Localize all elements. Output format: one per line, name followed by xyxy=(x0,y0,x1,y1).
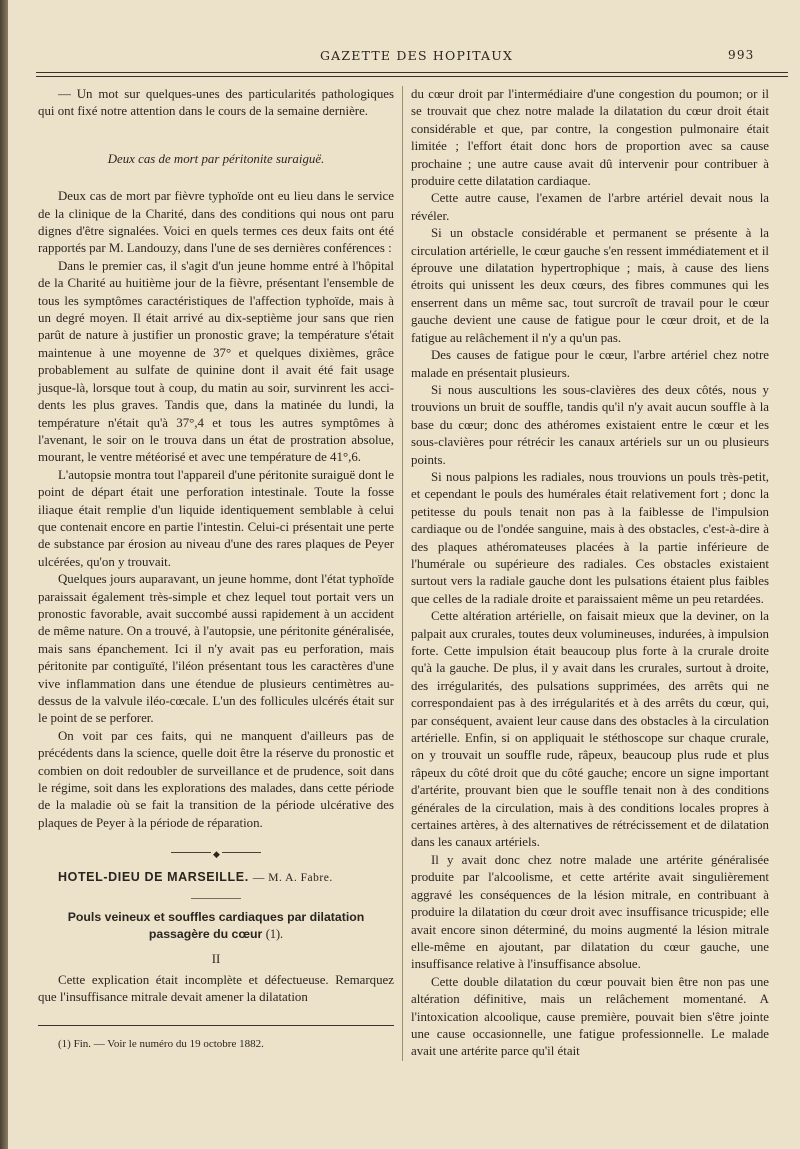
left-paragraph-1: Deux cas de mort par fièvre typhoïde ont eu lieu dans le service de la clinique de la Charité, dans des conditions qui nous ont paru dignes d'être signalées. Voici en quels termes ces deux faits ont été rapportés par M. Landouzy, dans l'une de ses dernières conférences : xyxy=(38,189,394,256)
right-paragraph-6: Si nous palpions les radiales, nous trouvions un pouls très-petit, et cependant le pouls des humérales était relativement fort ; donc la petitesse du pouls tenait non pas à la faiblesse de l'impulsion cardiaque ou de l'ondée sanguine, mais à des obstacles, c'est-à-dire à des plaques athéromateuses placées à la partie inférieure de l'humérale ou supérieure des radiales. Ces obstacles existaient surtout vers la radiale gauche dont les pulsations étaient plus faibles que celles de la radiale droite et paraissaient même un peu retardées. xyxy=(411,469,769,606)
left-column xyxy=(38,86,394,1053)
newspaper-page xyxy=(8,0,800,1149)
journal-title: GAZETTE DES HOPITAUX xyxy=(320,48,514,63)
hospital-heading xyxy=(38,869,394,887)
ornamental-divider xyxy=(171,849,261,860)
header-rule xyxy=(36,72,788,77)
right-paragraph-7: Cette altération artérielle, on faisait mieux que la deviner, on la palpait aux crurales, toutes deux volumineuses, indurées, à impulsion forte. Cette impulsion était beaucoup plus forte à la crurale droite qu'à la gauche. De plus, il y avait dans les crurales, surtout à droite, des irrégularités, des pulsations supprimées, des arrêts qui ne correspondaient pas à des irrégularités et à des arrêts du cœur, qui, par conséquent, avaient leur cause dans des obstacles à la circulation artérielle. Enfin, si on appliquait le stéthoscope sur chaque crurale, on y trouvait un souffle rude, râpeux, beaucoup plus rude et plus râpeux du côté droit que du côté gauche; encore un signe important d'artérite, prouvant bien que le souffle tenait non à des conditions générales de la circulation, mais à des conditions locales propres à certaines artères, à des alternatives de rétrécissement et de dilatation dans les canaux artériels. xyxy=(411,609,769,850)
right-paragraph-5: Si nous auscultions les sous-clavières des deux côtés, nous y trouvions un bruit de souffle, tandis qu'il n'y avait aucun souffle à la base du cœur; donc des athéromes existaient entre le cœur et les sous-clavières pour rétrécir les canaux artériels sur un ou plusieurs points. xyxy=(411,382,769,467)
right-paragraph-8: Il y avait donc chez notre malade une artérite généralisée produite par l'alcoolisme, et cette artérite avait singulièrement aggravé les conséquences de la lésion mitrale, en contribuant à produire la dilatation du cœur droit avec insuffisance tricuspide; elle avait encore sinon déterminé, du moins augmenté la lésion mitrale elle-même en ajoutant, par dilatation du cœur gauche, une insuffisance relative à l'insuffisance absolue. xyxy=(411,852,769,972)
right-paragraph-9: Cette double dilatation du cœur pouvait bien être non pas une altération définitive, mais un relâchement momentané. A l'intoxication alcoolique, cause première, pouvait bien s'être jointe une cause occasionnelle, une fatigue professionnelle. Le malade avait une artérite parce qu'il était xyxy=(411,974,769,1059)
page-number: 993 xyxy=(728,48,755,62)
article-title xyxy=(38,909,394,943)
left-paragraph-3: L'autopsie montra tout l'appareil d'une péritonite suraiguë dont le point de départ était une perforation intestinale. Toute la fosse iliaque était remplie d'un liquide identiquement semblable à celui que contenait encore en partie l'intestin. Celui-ci présentait une perte de substance par érosion au niveau d'une des rares plaques de Peyer ulcérées, qu'on y trouvait. xyxy=(38,467,394,569)
article-title-footnote-ref: (1). xyxy=(265,926,284,941)
article-opening-paragraph: Cette explication était incomplète et défectueuse. Remarquez que l'insuffisance mitrale devait amener la dilatation xyxy=(38,973,394,1005)
left-paragraph-5: On voit par ces faits, qui ne manquent d'ailleurs pas de précédents dans la science, quelle doit être la réserve du pronostic et combien on doit redoubler de surveillance et de prudence, soit dans le régime, soit dans les explorations des malades, dans cette période de la maladie où se fait la transition de la période ulcérative des plaques de Peyer à la période de réparation. xyxy=(38,728,394,830)
right-paragraph-2: Cette autre cause, l'examen de l'arbre artériel devait nous la révéler. xyxy=(411,191,769,223)
right-column xyxy=(402,86,769,1061)
footnote: (1) Fin. — Voir le numéro du 19 octobre 1882. xyxy=(58,1037,264,1050)
hospital-name: HOTEL-DIEU DE MARSEILLE. xyxy=(58,870,249,885)
article-title-text: Pouls veineux et souffles cardiaques par dilatation passagère du cœur xyxy=(67,909,365,941)
right-paragraph-4: Des causes de fatigue pour le cœur, l'arbre artériel chez notre malade en présentait plusieurs. xyxy=(411,348,769,380)
short-divider xyxy=(191,898,241,899)
part-number: II xyxy=(211,951,221,966)
diamond-ornament-icon: ◆ xyxy=(211,846,222,863)
intro-paragraph: — Un mot sur quelques-unes des particularités pathologiques qui ont fixé notre attention dans le cours de la semaine dernière. xyxy=(38,87,394,119)
section-subheading: Deux cas de mort par péritonite suraiguë. xyxy=(107,151,325,166)
binding-gutter xyxy=(0,0,8,1149)
footnote-rule xyxy=(38,1025,394,1026)
right-paragraph-1: du cœur droit par l'intermédiaire d'une congestion du poumon; or il se trouvait que chez notre malade la dilatation du cœur droit était considérable et que, par contre, la congestion pulmonaire était limitée ; l'effort était donc hors de proportion avec sa cause prochaine ; une autre cause avait dû intervenir pour contribuer à produire cette dilatation cardiaque. xyxy=(411,87,769,189)
author-byline: — M. A. Fabre. xyxy=(252,872,333,885)
left-paragraph-4: Quelques jours auparavant, un jeune homme, dont l'état typhoïde paraissait également très-simple et chez lequel tout portait vers un pronostic favorable, avait succombé aussi rapidement à un accident de même nature. On a trouvé, à l'autopsie, une péritonite généralisée, mais sans épanchement. Ici il n'y avait pas eu perforation, mais péritonite par contiguïté, l'iléon présentant tous les caractères d'une vive inflammation dans une étendue de plusieurs centimètres au-dessus de la valvule iléo-cœcale. L'un des follicules ulcérés était sur le point de se perforer. xyxy=(38,572,394,726)
left-paragraph-2: Dans le premier cas, il s'agit d'un jeune homme entré à l'hôpital de la Charité au huitième jour de la fièvre, présentant l'ensemble de tous les symptômes caractéristiques de l'affection typhoïde, mais à un degré moyen. Il était arrivé au dix-septième jour sans que rien parût de nature à justifier un pronostic grave; la température s'était maintenue à une moyenne de 37° et quelques dixièmes, grâce probablement au sulfate de quinine dont il avait été fait usage jusque-là, lorsque tout à coup, du matin au soir, survinrent les accidents les plus graves. Tandis que, dans la matinée du lundi, la température n'était qu'à 37°,4 et tous les autres symptômes à l'avenant, le soir on le trouva dans un état de prostration absolue, mourant, le ventre météorisé et avec une température de 41°,6. xyxy=(38,258,394,465)
right-paragraph-3: Si un obstacle considérable et permanent se présente à la circulation artérielle, le cœur gauche s'en ressent immédiatement et il éprouve une dilatation hypertrophique ; mais, à cause des liens étroits qui unissent les deux cœurs, des fibres communes qui les enserrent dans un même sac, tout surcroît de travail pour le cœur gauche devient une cause de fatigue pour le cœur droit, et de la fatigue au relâchement il n'y a qu'un pas. xyxy=(411,226,769,345)
